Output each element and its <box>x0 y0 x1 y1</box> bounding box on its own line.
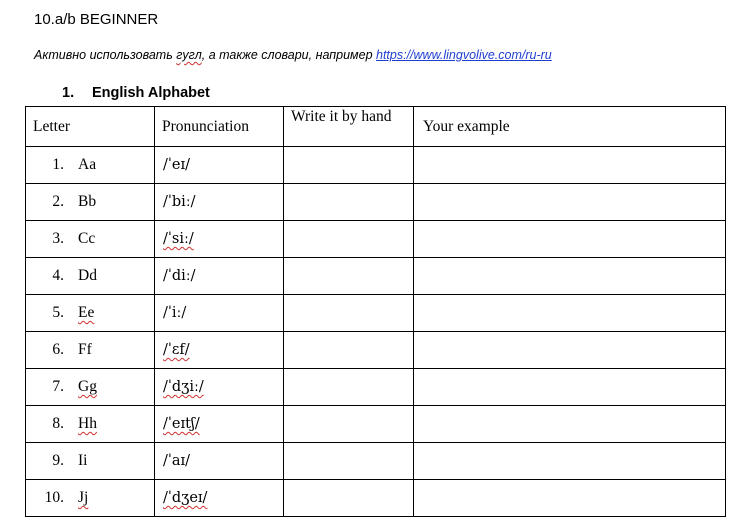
your-example-cell[interactable] <box>414 221 726 258</box>
letter-cell <box>26 480 155 517</box>
section-heading <box>62 83 210 103</box>
write-by-hand-cell[interactable] <box>284 443 414 480</box>
pronunciation-cell <box>155 221 284 258</box>
pronunciation-cell <box>155 406 284 443</box>
your-example-cell[interactable] <box>414 258 726 295</box>
pronunciation-text: /ˈbiː/ <box>163 194 196 210</box>
letter-text: Ee <box>78 304 95 321</box>
pronunciation-cell <box>155 258 284 295</box>
pronunciation-text: /ˈaɪ/ <box>163 453 191 469</box>
letter-text: Ff <box>78 341 92 358</box>
instruction-text-part1: Активно использовать <box>34 48 177 62</box>
header-pronunciation: Pronunciation <box>155 107 284 147</box>
pronunciation-cell <box>155 147 284 184</box>
write-by-hand-cell[interactable] <box>284 480 414 517</box>
letter-cell <box>26 295 155 332</box>
row-number: 3. <box>52 230 64 247</box>
header-your-example: Your example <box>414 107 726 147</box>
pronunciation-text: /ˈsiː/ <box>163 231 194 247</box>
table-row <box>26 443 726 480</box>
table-row <box>26 221 726 258</box>
write-by-hand-cell[interactable] <box>284 258 414 295</box>
table-body <box>26 147 726 517</box>
pronunciation-text: /ˈɛf/ <box>163 342 190 358</box>
your-example-cell[interactable] <box>414 332 726 369</box>
header-letter: Letter <box>26 107 155 147</box>
letter-cell <box>26 147 155 184</box>
letter-text: Ii <box>78 452 88 469</box>
letter-cell <box>26 369 155 406</box>
instruction-word-google: гугл <box>176 48 202 62</box>
write-by-hand-cell[interactable] <box>284 332 414 369</box>
pronunciation-text: /ˈdiː/ <box>163 268 196 284</box>
table-row <box>26 184 726 221</box>
table-row <box>26 332 726 369</box>
table-row <box>26 406 726 443</box>
row-number: 9. <box>52 452 64 469</box>
write-by-hand-cell[interactable] <box>284 147 414 184</box>
your-example-cell[interactable] <box>414 443 726 480</box>
table-row <box>26 369 726 406</box>
your-example-cell[interactable] <box>414 480 726 517</box>
pronunciation-text: /ˈdʒeɪ/ <box>163 490 208 506</box>
letter-text: Gg <box>78 378 97 395</box>
table-row <box>26 147 726 184</box>
pronunciation-cell <box>155 184 284 221</box>
pronunciation-text: /ˈiː/ <box>163 305 187 321</box>
instruction-text-part2: , а также словари, например <box>201 48 376 62</box>
header-write-by-hand: Write it by hand <box>284 107 414 147</box>
letter-text: Bb <box>78 193 97 210</box>
instruction-line <box>34 46 552 64</box>
row-number: 1. <box>52 156 64 173</box>
letter-cell <box>26 258 155 295</box>
dictionary-link[interactable]: https://www.lingvolive.com/ru-ru <box>376 48 552 62</box>
row-number: 10. <box>44 489 64 506</box>
pronunciation-text: /ˈeɪtʃ/ <box>163 416 200 432</box>
table-row <box>26 258 726 295</box>
pronunciation-text: /ˈdʒiː/ <box>163 379 204 395</box>
your-example-cell[interactable] <box>414 184 726 221</box>
table-header-row <box>26 107 726 147</box>
write-by-hand-cell[interactable] <box>284 184 414 221</box>
table-row <box>26 480 726 517</box>
write-by-hand-cell[interactable] <box>284 406 414 443</box>
letter-cell <box>26 332 155 369</box>
letter-cell <box>26 443 155 480</box>
write-by-hand-cell[interactable] <box>284 221 414 258</box>
row-number: 2. <box>52 193 64 210</box>
pronunciation-cell <box>155 480 284 517</box>
letter-text: Jj <box>78 489 89 506</box>
section-number: 1. <box>62 85 75 101</box>
document-title: 10.a/b BEGINNER <box>34 11 159 28</box>
write-by-hand-cell[interactable] <box>284 369 414 406</box>
row-number: 5. <box>52 304 64 321</box>
letter-text: Cc <box>78 230 96 247</box>
letter-text: Aa <box>78 156 97 173</box>
row-number: 6. <box>52 341 64 358</box>
letter-cell <box>26 406 155 443</box>
row-number: 4. <box>52 267 64 284</box>
alphabet-table <box>25 106 726 517</box>
pronunciation-cell <box>155 332 284 369</box>
letter-cell <box>26 221 155 258</box>
letter-text: Dd <box>78 267 97 284</box>
your-example-cell[interactable] <box>414 147 726 184</box>
pronunciation-text: /ˈeɪ/ <box>163 157 190 173</box>
table-row <box>26 295 726 332</box>
your-example-cell[interactable] <box>414 406 726 443</box>
pronunciation-cell <box>155 443 284 480</box>
section-title: English Alphabet <box>92 85 210 101</box>
pronunciation-cell <box>155 369 284 406</box>
write-by-hand-cell[interactable] <box>284 295 414 332</box>
letter-cell <box>26 184 155 221</box>
row-number: 8. <box>52 415 64 432</box>
pronunciation-cell <box>155 295 284 332</box>
letter-text: Hh <box>78 415 97 432</box>
your-example-cell[interactable] <box>414 369 726 406</box>
your-example-cell[interactable] <box>414 295 726 332</box>
row-number: 7. <box>52 378 64 395</box>
